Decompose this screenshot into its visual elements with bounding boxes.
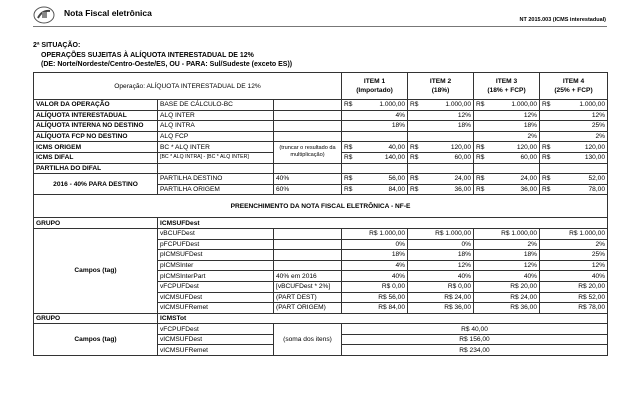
empty-cell — [540, 163, 608, 174]
money-cell — [342, 142, 408, 153]
money-cell — [342, 184, 408, 195]
currency-symbol: R$ — [410, 143, 419, 151]
operation-header: Operação: ALÍQUOTA INTERESTADUAL DE 12% — [34, 73, 342, 100]
currency-symbol: R$ — [542, 143, 551, 151]
value-cell: 18% — [474, 121, 540, 132]
sum-note: (soma dos itens) — [274, 324, 342, 356]
situation-subtitle: OPERAÇÕES SUJEITAS À ALÍQUOTA INTERESTADUAL DE 12% — [41, 51, 254, 59]
field-tag: vICMSUFDest — [158, 292, 274, 303]
table-row — [34, 100, 608, 111]
value-cell: 18% — [342, 250, 408, 261]
money-cell — [474, 152, 540, 163]
row-label: VALOR DA OPERAÇÃO — [34, 100, 158, 111]
situation-block — [33, 41, 292, 70]
value-cell: R$ 0,00 — [408, 281, 474, 292]
money-cell — [474, 174, 540, 185]
table-row — [34, 324, 608, 335]
value-cell: 18% — [408, 121, 474, 132]
money-cell — [474, 100, 540, 111]
value-cell: R$ 20,00 — [540, 281, 608, 292]
value-cell: 2% — [540, 131, 608, 142]
row-label: ALÍQUOTA INTERNA NO DESTINO — [34, 121, 158, 132]
currency-symbol: R$ — [476, 101, 485, 109]
money-value: 84,00 — [388, 186, 406, 194]
currency-symbol: R$ — [344, 186, 353, 194]
row-label: ALÍQUOTA FCP NO DESTINO — [34, 131, 158, 142]
value-cell — [408, 131, 474, 142]
item-subtitle: (18%) — [431, 87, 450, 94]
value-cell: 0% — [408, 239, 474, 250]
money-cell — [408, 142, 474, 153]
field-tag: vICMSUFRemet — [158, 345, 274, 356]
money-value: 1.000,00 — [445, 101, 472, 109]
total-value: R$ 40,00 — [342, 324, 608, 335]
value-cell: 40% — [408, 271, 474, 282]
money-cell — [408, 184, 474, 195]
value-cell: 4% — [342, 260, 408, 271]
section-title: PREENCHIMENTO DA NOTA FISCAL ELETRÔNICA - NF-E — [34, 195, 608, 218]
item-name: ITEM 2 — [429, 78, 452, 85]
row-note — [274, 131, 342, 142]
truncate-note: (truncar o resultado da multiplicação) — [274, 142, 342, 163]
money-value: 1.000,00 — [579, 101, 606, 109]
value-cell — [342, 131, 408, 142]
currency-symbol: R$ — [476, 175, 485, 183]
money-cell — [540, 174, 608, 185]
money-cell — [342, 174, 408, 185]
field-tag: vBCUFDest — [158, 228, 274, 239]
value-cell: 12% — [540, 260, 608, 271]
money-value: 40,00 — [388, 143, 406, 151]
field-tag: pICMSInterPart — [158, 271, 274, 282]
money-value: 1.000,00 — [511, 101, 538, 109]
money-value: 60,00 — [520, 154, 538, 162]
value-cell: 12% — [408, 110, 474, 121]
empty-cell — [158, 163, 274, 174]
money-cell — [342, 152, 408, 163]
table-row — [34, 110, 608, 121]
money-cell — [474, 184, 540, 195]
table-row — [34, 218, 608, 229]
currency-symbol: R$ — [476, 186, 485, 194]
value-cell: R$ 84,00 — [342, 303, 408, 314]
value-cell: 40% — [474, 271, 540, 282]
situation-heading: 2ª SITUAÇÃO: — [33, 42, 81, 49]
value-cell: R$ 52,00 — [540, 292, 608, 303]
money-value: 120,00 — [516, 143, 538, 151]
value-cell: R$ 1.000,00 — [342, 228, 408, 239]
value-cell: R$ 36,00 — [408, 303, 474, 314]
money-value: 24,00 — [454, 175, 472, 183]
value-cell: 18% — [474, 250, 540, 261]
money-cell — [540, 100, 608, 111]
currency-symbol: R$ — [542, 101, 551, 109]
value-cell: 0% — [342, 239, 408, 250]
table-row — [34, 228, 608, 239]
row-label: ICMS DIFAL — [34, 152, 158, 163]
group-name: ICMSUFDest — [158, 218, 608, 229]
table-row — [34, 131, 608, 142]
value-cell: R$ 1.000,00 — [408, 228, 474, 239]
field-tag: vFCPUFDest — [158, 324, 274, 335]
value-cell: R$ 1.000,00 — [540, 228, 608, 239]
item-subtitle: (Importado) — [356, 87, 393, 94]
field-tag: vICMSUFRemet — [158, 303, 274, 314]
empty-cell — [274, 163, 342, 174]
currency-symbol: R$ — [344, 101, 353, 109]
currency-symbol: R$ — [476, 143, 485, 151]
value-cell: R$ 78,00 — [540, 303, 608, 314]
currency-symbol: R$ — [344, 143, 353, 151]
empty-cell — [342, 163, 408, 174]
nt-reference: NT 2015.003 (ICMS interestadual) — [519, 17, 606, 23]
field-note: (PART ORIGEM) — [274, 303, 342, 314]
money-value: 120,00 — [450, 143, 472, 151]
empty-cell — [408, 163, 474, 174]
value-cell: R$ 20,00 — [474, 281, 540, 292]
value-cell: 25% — [540, 250, 608, 261]
table-row — [34, 195, 608, 218]
currency-symbol: R$ — [410, 101, 419, 109]
campos-label: Campos (tag) — [34, 228, 158, 313]
value-cell: 2% — [474, 239, 540, 250]
value-cell: 18% — [408, 250, 474, 261]
field-tag: pICMSUFDest — [158, 250, 274, 261]
field-tag: vFCPUFDest — [158, 281, 274, 292]
money-cell — [408, 100, 474, 111]
grupo-label: GRUPO — [34, 313, 158, 324]
value-cell: R$ 24,00 — [474, 292, 540, 303]
currency-symbol: R$ — [410, 154, 419, 162]
field-tag: vICMSUFDest — [158, 334, 274, 345]
money-value: 1.000,00 — [379, 101, 406, 109]
row-note — [274, 121, 342, 132]
item-header — [408, 73, 474, 100]
page-title: Nota Fiscal eletrônica — [64, 8, 152, 18]
money-value: 140,00 — [384, 154, 406, 162]
value-cell: R$ 24,00 — [408, 292, 474, 303]
situation-scope: (DE: Norte/Nordeste/Centro-Oeste/ES, OU - PARA: Sul/Sudeste (exceto ES)) — [41, 61, 293, 68]
value-cell: R$ 1.000,00 — [474, 228, 540, 239]
currency-symbol: R$ — [476, 154, 485, 162]
item-name: ITEM 3 — [495, 78, 518, 85]
money-cell — [342, 100, 408, 111]
row-desc: [BC * ALQ INTRA] - [BC * ALQ INTER] — [158, 152, 274, 163]
header-divider — [33, 26, 607, 27]
field-note — [274, 250, 342, 261]
row-desc: BASE DE CÁLCULO-BC — [158, 100, 274, 111]
money-cell — [540, 184, 608, 195]
value-cell: 2% — [540, 239, 608, 250]
value-cell: 18% — [342, 121, 408, 132]
value-cell: 12% — [540, 110, 608, 121]
money-value: 36,00 — [520, 186, 538, 194]
row-pct: 60% — [274, 184, 342, 195]
value-cell: R$ 36,00 — [474, 303, 540, 314]
money-value: 56,00 — [388, 175, 406, 183]
table-row — [34, 142, 608, 153]
item-subtitle: (25% + FCP) — [554, 87, 593, 94]
currency-symbol: R$ — [410, 175, 419, 183]
money-cell — [474, 142, 540, 153]
row-desc: ALQ FCP — [158, 131, 274, 142]
currency-symbol: R$ — [542, 154, 551, 162]
value-cell: R$ 56,00 — [342, 292, 408, 303]
row-desc: ALQ INTRA — [158, 121, 274, 132]
row-note — [274, 100, 342, 111]
table-row — [34, 163, 608, 174]
money-cell — [540, 152, 608, 163]
value-cell: 2% — [474, 131, 540, 142]
item-header — [474, 73, 540, 100]
field-tag: pICMSInter — [158, 260, 274, 271]
row-desc: PARTILHA ORIGEM — [158, 184, 274, 195]
table-row — [34, 313, 608, 324]
money-value: 52,00 — [588, 175, 606, 183]
grupo-label: GRUPO — [34, 218, 158, 229]
money-value: 78,00 — [588, 186, 606, 194]
item-subtitle: (18% + FCP) — [487, 87, 526, 94]
money-value: 130,00 — [584, 154, 606, 162]
group-name: ICMSTot — [158, 313, 608, 324]
money-value: 24,00 — [520, 175, 538, 183]
value-cell: 25% — [540, 121, 608, 132]
field-note: 40% em 2016 — [274, 271, 342, 282]
money-cell — [408, 152, 474, 163]
value-cell: 12% — [408, 260, 474, 271]
currency-symbol: R$ — [542, 186, 551, 194]
value-cell: 12% — [474, 110, 540, 121]
money-value: 36,00 — [454, 186, 472, 194]
partilha-label: PARTILHA DO DIFAL — [34, 163, 158, 174]
icms-table — [33, 72, 608, 356]
field-tag: pFCPUFDest — [158, 239, 274, 250]
total-value: R$ 234,00 — [342, 345, 608, 356]
item-header — [540, 73, 608, 100]
item-header — [342, 73, 408, 100]
money-cell — [408, 174, 474, 185]
table-row — [34, 121, 608, 132]
nfe-logo-icon — [33, 6, 55, 24]
item-name: ITEM 4 — [562, 78, 585, 85]
currency-symbol: R$ — [344, 154, 353, 162]
money-cell — [540, 142, 608, 153]
value-cell: 40% — [540, 271, 608, 282]
row-label: ICMS ORIGEM — [34, 142, 158, 153]
campos-label: Campos (tag) — [34, 324, 158, 356]
field-note — [274, 260, 342, 271]
row-pct: 40% — [274, 174, 342, 185]
value-cell: 40% — [342, 271, 408, 282]
value-cell: R$ 0,00 — [342, 281, 408, 292]
field-note: [vBCUFDest * 2%] — [274, 281, 342, 292]
table-row — [34, 174, 608, 185]
row-note — [274, 110, 342, 121]
row-desc: BC * ALQ INTER — [158, 142, 274, 153]
field-note: (PART DEST) — [274, 292, 342, 303]
field-note — [274, 228, 342, 239]
empty-cell — [474, 163, 540, 174]
table-row — [34, 73, 608, 100]
row-desc: PARTILHA DESTINO — [158, 174, 274, 185]
money-value: 60,00 — [454, 154, 472, 162]
currency-symbol: R$ — [410, 186, 419, 194]
currency-symbol: R$ — [344, 175, 353, 183]
money-value: 120,00 — [584, 143, 606, 151]
row-desc: ALQ INTER — [158, 110, 274, 121]
total-value: R$ 156,00 — [342, 334, 608, 345]
field-note — [274, 239, 342, 250]
item-name: ITEM 1 — [363, 78, 386, 85]
currency-symbol: R$ — [542, 175, 551, 183]
year-label: 2016 - 40% PARA DESTINO — [34, 174, 158, 195]
value-cell: 4% — [342, 110, 408, 121]
row-label: ALÍQUOTA INTERESTADUAL — [34, 110, 158, 121]
value-cell: 12% — [474, 260, 540, 271]
